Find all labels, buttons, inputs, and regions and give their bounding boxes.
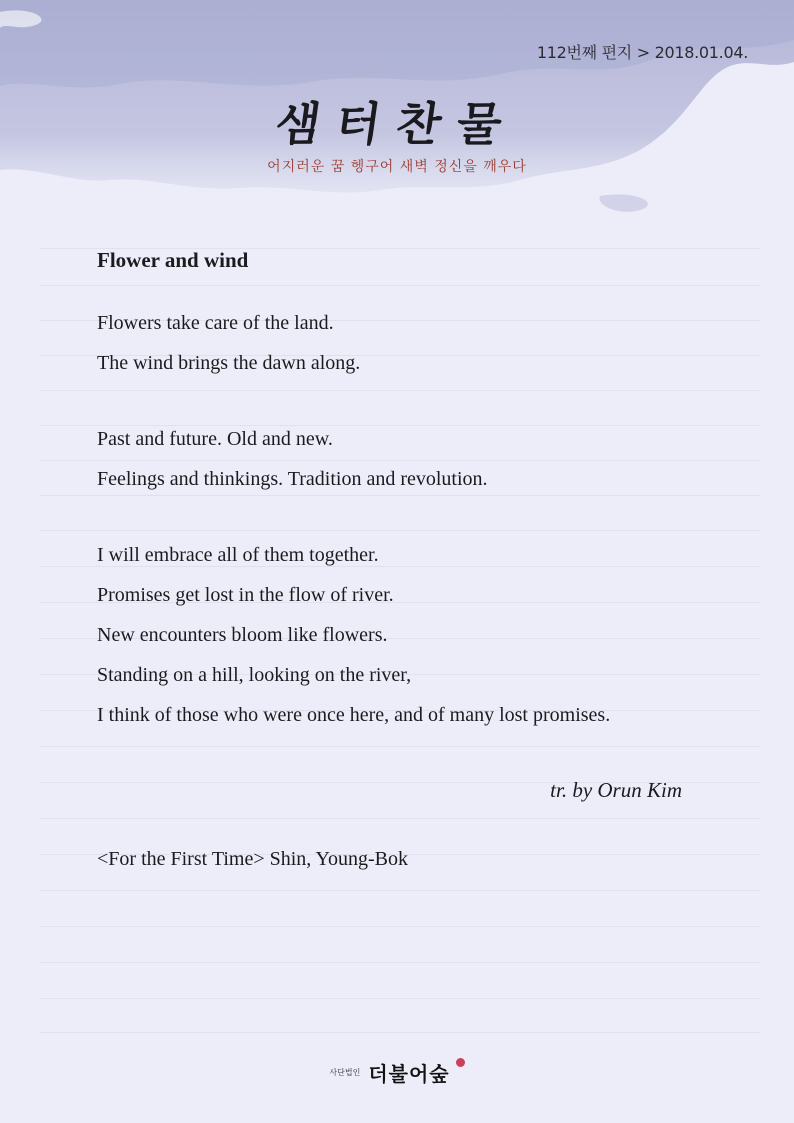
ruled-line — [40, 926, 760, 927]
ruled-line — [40, 962, 760, 963]
ruled-line — [40, 425, 760, 426]
ruled-line — [40, 890, 760, 891]
ruled-line — [40, 1032, 760, 1033]
poem-line: The wind brings the dawn along. — [97, 352, 361, 374]
poem-line: Feelings and thinkings. Tradition and revolution. — [97, 468, 488, 490]
poem-line: New encounters bloom like flowers. — [97, 624, 388, 646]
ruled-line — [40, 746, 760, 747]
ruled-line — [40, 818, 760, 819]
poem-line: I think of those who were once here, and of many lost promises. — [97, 704, 611, 726]
letter-number-and-date: 112번째 편지 > 2018.01.04. — [536, 43, 748, 62]
poem-line: Flowers take care of the land. — [97, 312, 334, 334]
ruled-line — [40, 390, 760, 391]
poem-line: Standing on a hill, looking on the river, — [97, 664, 412, 686]
translator-credit: tr. by Orun Kim — [550, 778, 682, 802]
brand-title: 샘터찬물 — [271, 97, 522, 151]
flower-mark-icon — [456, 1058, 465, 1067]
poem-line: Past and future. Old and new. — [97, 428, 333, 450]
brand-subtitle: 어지러운 꿈 헹구어 새벽 정신을 깨우다 — [267, 159, 527, 175]
ruled-line — [40, 530, 760, 531]
poem-title: Flower and wind — [97, 248, 249, 272]
ruled-line — [40, 998, 760, 999]
ruled-line — [40, 285, 760, 286]
footer-logo-small-text: 사단법인 — [329, 1068, 361, 1077]
footer-logo-text: 더불어숲 — [368, 1062, 450, 1086]
poem-source: <For the First Time> Shin, Young-Bok — [97, 848, 408, 870]
ruled-line — [40, 495, 760, 496]
footer-logo — [0, 1058, 794, 1087]
poem-line: Promises get lost in the flow of river. — [97, 584, 394, 606]
poem-line: I will embrace all of them together. — [97, 544, 379, 566]
ruled-line — [40, 460, 760, 461]
